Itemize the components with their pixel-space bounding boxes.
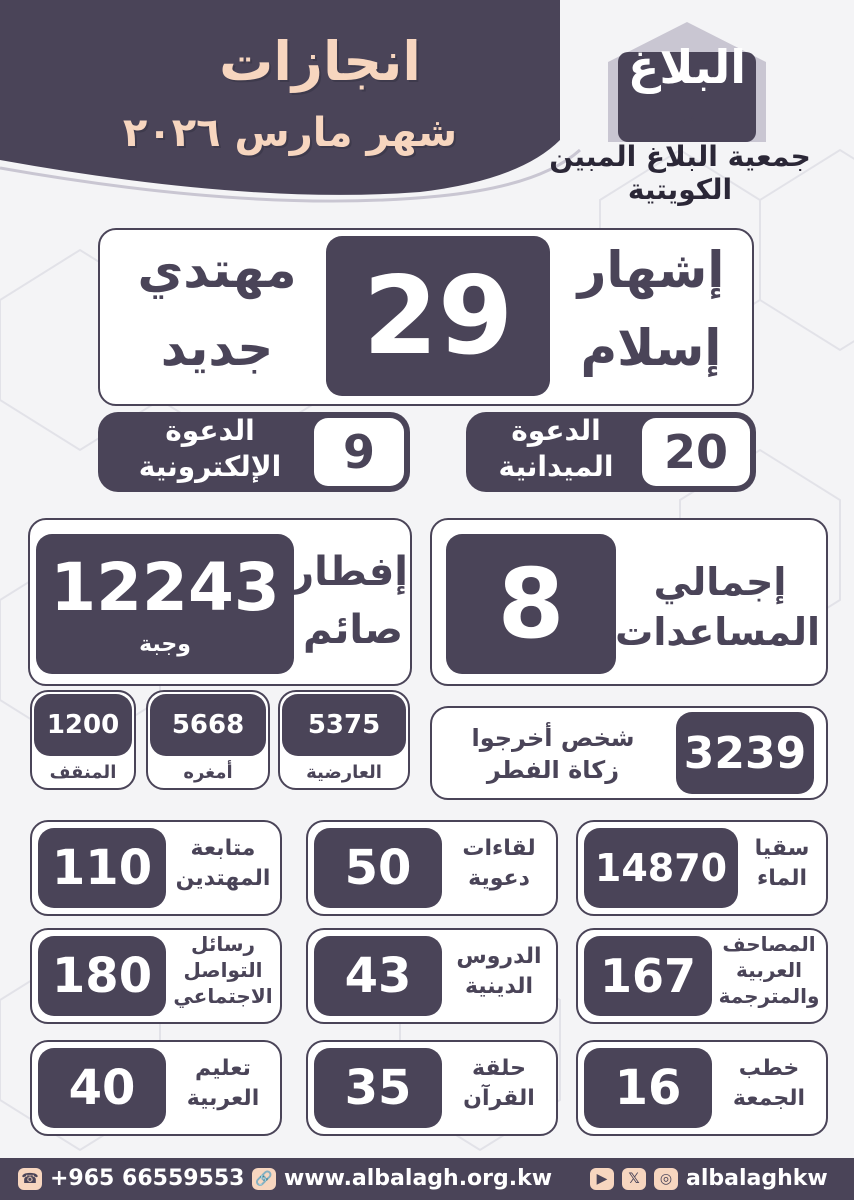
iftar-label-1: إفطار [291,549,408,595]
grid-line-4-2: التواصل [183,958,263,982]
hero-right-label-1: إشهار [577,241,725,299]
field-label-1: الدعوة [511,414,601,447]
instagram-icon: ◎ [654,1168,678,1190]
grid-line-4-3: الاجتماعي [173,984,273,1008]
grid-value-6: 167 [584,936,712,1016]
electronic-label-2: الإلكترونية [138,450,282,483]
area-value-3: 5375 [282,694,406,756]
area-label-2: أمغره [183,762,233,783]
logo-mark: البلاغ [627,40,747,94]
link-icon: 🔗 [252,1168,276,1190]
field-value: 20 [642,418,750,486]
aid-value: 8 [446,534,616,674]
grid-line-8-2: القرآن [463,1086,535,1111]
grid-line-5-1: الدروس [456,944,542,969]
grid-line-6-2: العربية [736,958,802,982]
area-value-1: 1200 [34,694,132,756]
grid-value-3: 14870 [584,828,738,908]
grid-line-6-3: والمترجمة [718,984,820,1008]
footer-website[interactable] [252,1166,552,1191]
zakat-value: 3239 [676,712,814,794]
hero-left-label-2: جديد [160,319,274,377]
footer-website-text: www.albalagh.org.kw [284,1166,553,1191]
footer-social-text: albalaghkw [686,1166,828,1191]
hero-right-label-2: إسلام [580,319,722,377]
footer-bar [0,1158,854,1200]
aid-label-2: المساعدات [615,610,820,654]
area-label-3: العارضية [306,762,382,783]
header-title: انجازات [219,30,421,93]
grid-line-7-2: العربية [186,1086,260,1111]
zakat-label-1: شخص أخرجوا [471,724,635,752]
grid-line-3-1: سقيا [754,836,810,861]
aid-label-1: إجمالي [653,560,787,604]
grid-line-4-1: رسائل [190,932,256,956]
footer-phone[interactable] [18,1166,244,1191]
iftar-unit: وجبة [139,632,191,657]
grid-value-7: 40 [38,1048,166,1128]
grid-line-2-1: لقاءات [462,836,536,861]
org-name: جمعية البلاغ المبين الكويتية [549,140,811,206]
iftar-value: 12243 [50,549,280,626]
field-label-2: الميدانية [498,450,614,483]
iftar-label-2: صائم [302,607,404,653]
header-subtitle: شهر مارس ٢٠٢٦ [122,110,458,156]
electronic-value: 9 [314,418,404,486]
grid-value-5: 43 [314,936,442,1016]
grid-line-6-1: المصاحف [722,932,816,956]
area-value-2: 5668 [150,694,266,756]
youtube-icon: ▶ [590,1168,614,1190]
x-icon: 𝕏 [622,1168,646,1190]
grid-line-9-1: خطب [738,1056,800,1081]
grid-line-8-1: حلقة [471,1056,526,1081]
grid-value-1: 110 [38,828,166,908]
grid-line-1-1: متابعة [190,836,256,861]
grid-line-2-2: دعوية [468,866,530,891]
electronic-label-1: الدعوة [165,414,255,447]
grid-line-1-2: المهتدين [175,866,271,891]
grid-value-9: 16 [584,1048,712,1128]
footer-social[interactable] [590,1166,828,1191]
area-label-1: المنقف [49,762,117,783]
zakat-label-2: زكاة الفطر [486,756,620,784]
hero-left-label-1: مهتدي [137,241,297,299]
grid-value-2: 50 [314,828,442,908]
footer-phone-text: +965 66559553 [50,1166,245,1191]
grid-line-7-1: تعليم [195,1056,251,1081]
logo-initials: BM [676,112,698,126]
grid-line-9-2: الجمعة [732,1086,806,1111]
grid-line-3-2: الماء [756,866,808,891]
hero-value: 29 [326,236,550,396]
grid-line-5-2: الدينية [464,974,534,999]
grid-value-8: 35 [314,1048,442,1128]
phone-icon: ☎ [18,1168,42,1190]
grid-value-4: 180 [38,936,166,1016]
